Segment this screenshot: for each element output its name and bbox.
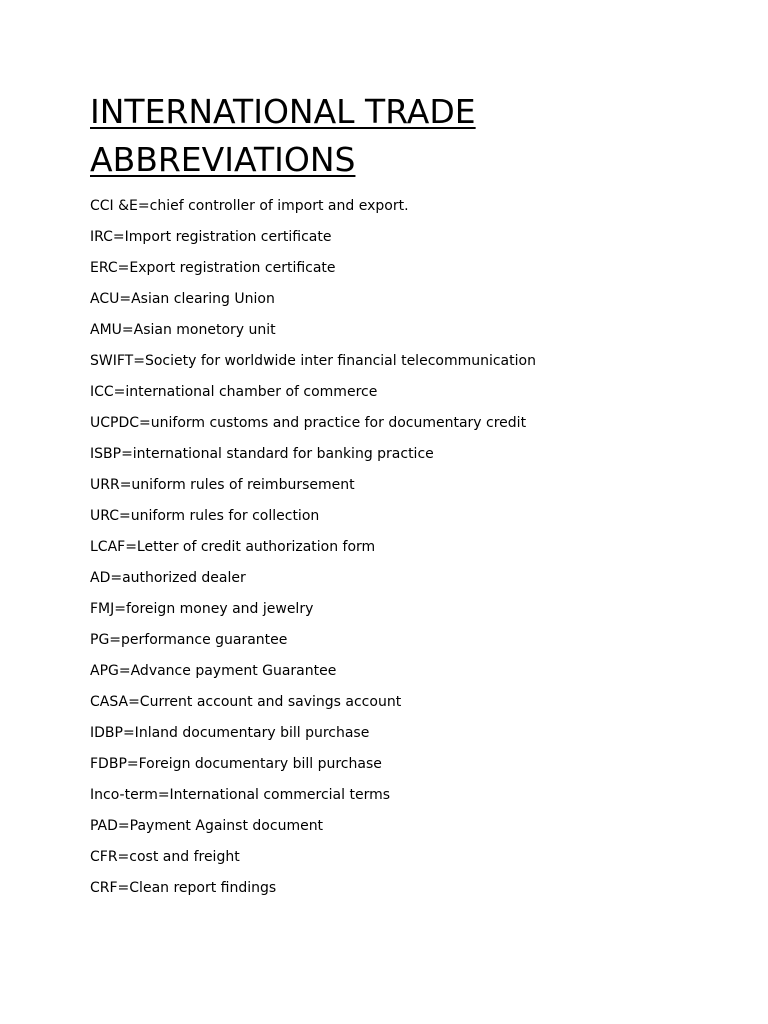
abbreviation-entry: URC=uniform rules for collection xyxy=(90,508,320,524)
abbreviation-entry: Inco-term=International commercial terms xyxy=(90,787,391,803)
abbreviation-entry: ACU=Asian clearing Union xyxy=(90,291,275,307)
abbreviation-entry: FMJ=foreign money and jewelry xyxy=(90,601,314,617)
document-title xyxy=(90,88,730,184)
abbreviation-entry: CCI &E=chief controller of import and export. xyxy=(90,198,409,214)
abbreviation-list xyxy=(90,195,730,908)
abbreviation-entry: PAD=Payment Against document xyxy=(90,818,324,834)
abbreviation-entry: AD=authorized dealer xyxy=(90,570,246,586)
document-page xyxy=(90,88,730,908)
abbreviation-entry: CASA=Current account and savings account xyxy=(90,694,402,710)
abbreviation-entry: ERC=Export registration certificate xyxy=(90,260,336,276)
abbreviation-entry: PG=performance guarantee xyxy=(90,632,288,648)
abbreviation-entry: ISBP=international standard for banking practice xyxy=(90,446,434,462)
abbreviation-entry: APG=Advance payment Guarantee xyxy=(90,663,337,679)
abbreviation-entry: CRF=Clean report findings xyxy=(90,880,277,896)
abbreviation-entry: UCPDC=uniform customs and practice for documentary credit xyxy=(90,415,527,431)
abbreviation-entry: IRC=Import registration certificate xyxy=(90,229,332,245)
abbreviation-entry: LCAF=Letter of credit authorization form xyxy=(90,539,376,555)
abbreviation-entry: ICC=international chamber of commerce xyxy=(90,384,378,400)
abbreviation-entry: IDBP=Inland documentary bill purchase xyxy=(90,725,370,741)
title-line-1: INTERNATIONAL TRADE xyxy=(90,92,476,131)
abbreviation-entry: AMU=Asian monetory unit xyxy=(90,322,276,338)
abbreviation-entry: URR=uniform rules of reimbursement xyxy=(90,477,355,493)
title-line-2: ABBREVIATIONS xyxy=(90,140,356,179)
abbreviation-entry: CFR=cost and freight xyxy=(90,849,240,865)
abbreviation-entry: SWIFT=Society for worldwide inter financial telecommunication xyxy=(90,353,536,369)
abbreviation-entry: FDBP=Foreign documentary bill purchase xyxy=(90,756,382,772)
